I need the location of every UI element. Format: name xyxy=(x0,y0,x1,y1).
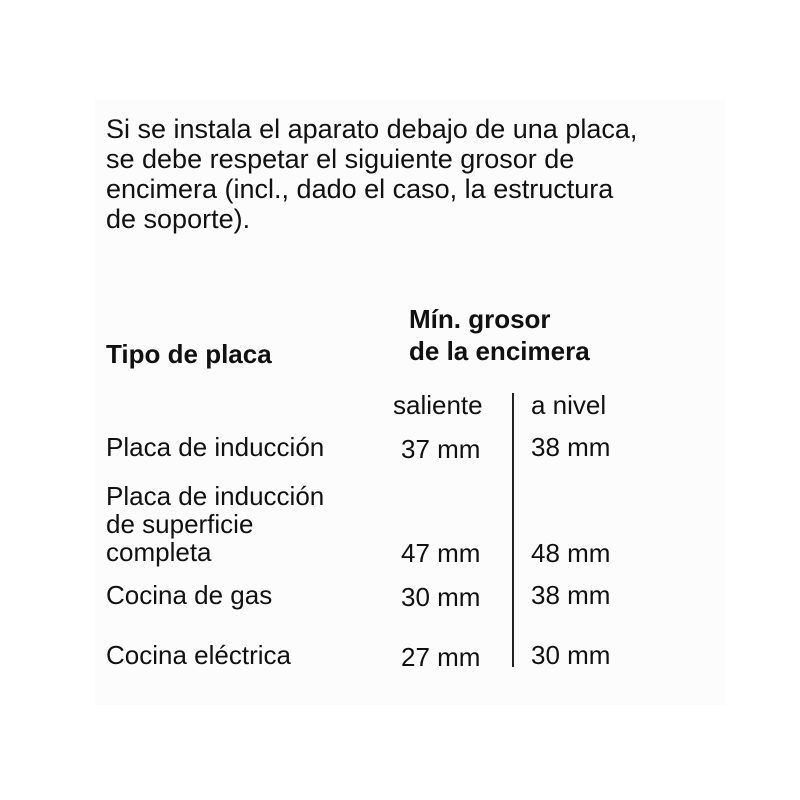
intro-paragraph xyxy=(106,114,706,234)
row-type-label: completa xyxy=(106,537,212,567)
table-row-type xyxy=(106,580,272,610)
subheader-saliente: saliente xyxy=(393,390,483,420)
row-type-label: Placa de inducción xyxy=(106,481,325,511)
table-cell-a-nivel: 30 mm xyxy=(531,640,611,670)
table-cell-saliente: 47 mm xyxy=(401,538,481,568)
table-row-type xyxy=(106,432,324,462)
column-header-thickness xyxy=(409,303,590,367)
table-row-type xyxy=(106,482,324,566)
table-cell-a-nivel: 38 mm xyxy=(531,432,611,462)
table-cell-saliente: 37 mm xyxy=(401,434,481,464)
table-cell-saliente: 27 mm xyxy=(401,642,481,672)
row-type-label: Cocina de gas xyxy=(106,580,273,610)
intro-line: encimera (incl., dado el caso, la estructura xyxy=(106,174,614,204)
table-cell-saliente: 30 mm xyxy=(401,582,481,612)
subheader-a-nivel: a nivel xyxy=(531,390,607,420)
intro-line: Si se instala el aparato debajo de una placa, xyxy=(106,114,638,144)
intro-line: se debe respetar el siguiente grosor de xyxy=(106,144,575,174)
table-row-type xyxy=(106,640,291,670)
column-header-type: Tipo de placa xyxy=(106,339,272,369)
column-header-thickness-line: Mín. grosor xyxy=(409,304,551,334)
row-type-label: Placa de inducción xyxy=(106,432,325,462)
column-header-thickness-line: de la encimera xyxy=(409,336,590,366)
row-type-label: Cocina eléctrica xyxy=(106,640,291,670)
intro-line: de soporte). xyxy=(106,204,251,234)
column-divider xyxy=(512,393,514,667)
table-cell-a-nivel: 48 mm xyxy=(531,538,611,568)
row-type-label: de superficie xyxy=(106,509,254,539)
table-cell-a-nivel: 38 mm xyxy=(531,580,611,610)
